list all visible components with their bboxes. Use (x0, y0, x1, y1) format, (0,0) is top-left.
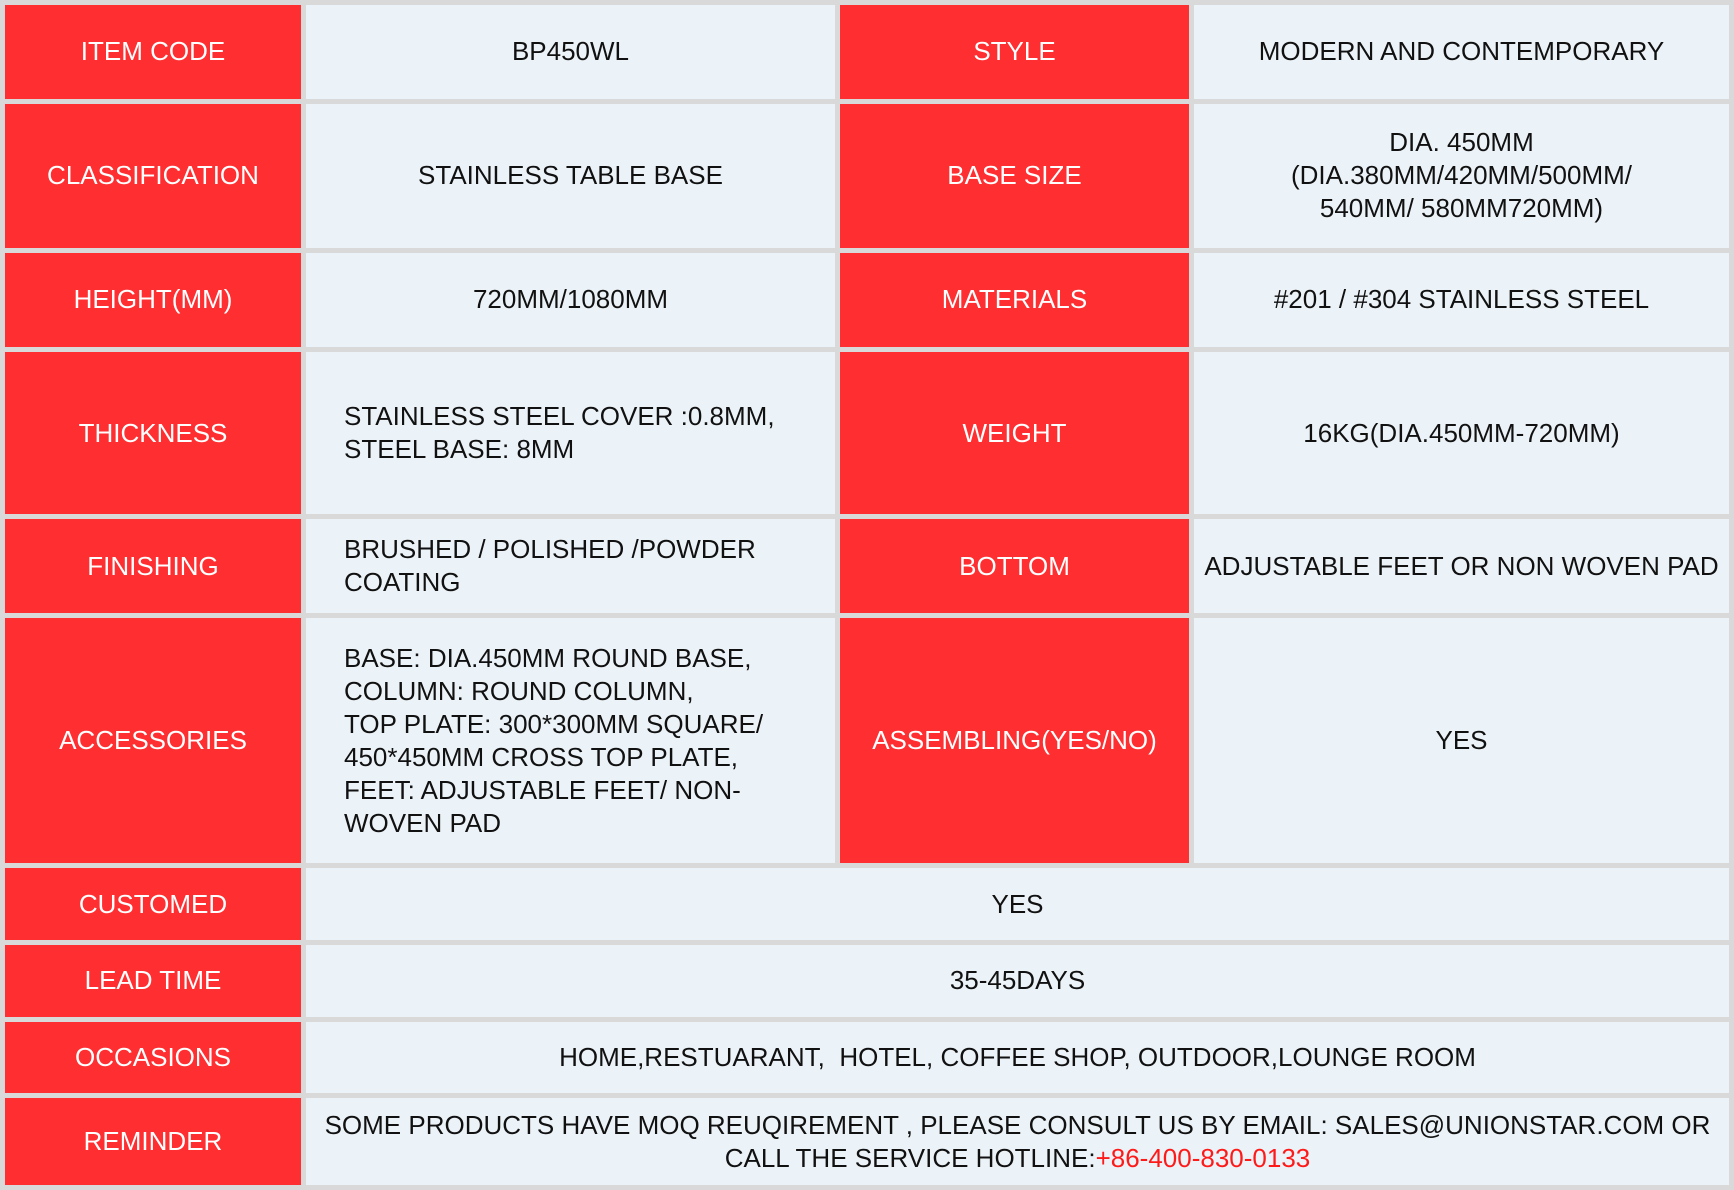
value-occasions: HOME,RESTUARANT, HOTEL, COFFEE SHOP, OUTDOOR,LOUNGE ROOM (306, 1022, 1729, 1094)
table-row (5, 618, 1729, 863)
label-finishing: FINISHING (5, 519, 301, 613)
value-materials: #201 / #304 STAINLESS STEEL (1194, 253, 1729, 347)
label-customed: CUSTOMED (5, 868, 301, 940)
value-weight: 16KG(DIA.450MM-720MM) (1194, 352, 1729, 514)
value-style: MODERN AND CONTEMPORARY (1194, 5, 1729, 99)
value-assembling: YES (1194, 618, 1729, 863)
table-row (5, 1022, 1729, 1094)
value-lead-time: 35-45DAYS (306, 945, 1729, 1017)
table-row (5, 352, 1729, 514)
table-row (5, 945, 1729, 1017)
label-occasions: OCCASIONS (5, 1022, 301, 1094)
label-lead-time: LEAD TIME (5, 945, 301, 1017)
value-finishing: BRUSHED / POLISHED /POWDER COATING (306, 519, 835, 613)
value-accessories: BASE: DIA.450MM ROUND BASE, COLUMN: ROUND COLUMN, TOP PLATE: 300*300MM SQUARE/ 450*450MM CROSS TOP PLATE, FEET: ADJUSTABLE FEET/ NON- WOVEN PAD (306, 618, 835, 863)
label-materials: MATERIALS (840, 253, 1189, 347)
reminder-text: SOME PRODUCTS HAVE MOQ REUQIREMENT , PLEASE CONSULT US BY EMAIL: SALES@UNIONSTAR.COM OR CALL THE SERVICE HOTLINE: (324, 1109, 1711, 1173)
value-customed: YES (306, 868, 1729, 940)
label-bottom: BOTTOM (840, 519, 1189, 613)
table-row (5, 253, 1729, 347)
value-bottom: ADJUSTABLE FEET OR NON WOVEN PAD (1194, 519, 1729, 613)
value-classification: STAINLESS TABLE BASE (306, 104, 835, 248)
service-hotline: +86-400-830-0133 (1095, 1142, 1311, 1173)
table-row (5, 5, 1729, 99)
label-style: STYLE (840, 5, 1189, 99)
table-row (5, 104, 1729, 248)
value-base-size: DIA. 450MM (DIA.380MM/420MM/500MM/ 540MM/ 580MM720MM) (1194, 104, 1729, 248)
label-reminder: REMINDER (5, 1098, 301, 1185)
label-assembling: ASSEMBLING(YES/NO) (840, 618, 1189, 863)
table-row (5, 1098, 1729, 1185)
table-row (5, 519, 1729, 613)
value-reminder (306, 1098, 1729, 1185)
label-thickness: THICKNESS (5, 352, 301, 514)
label-item-code: ITEM CODE (5, 5, 301, 99)
value-height: 720MM/1080MM (306, 253, 835, 347)
label-weight: WEIGHT (840, 352, 1189, 514)
table-row (5, 868, 1729, 940)
label-classification: CLASSIFICATION (5, 104, 301, 248)
label-height: HEIGHT(MM) (5, 253, 301, 347)
label-accessories: ACCESSORIES (5, 618, 301, 863)
value-thickness: STAINLESS STEEL COVER :0.8MM, STEEL BASE: 8MM (306, 352, 835, 514)
value-item-code: BP450WL (306, 5, 835, 99)
label-base-size: BASE SIZE (840, 104, 1189, 248)
